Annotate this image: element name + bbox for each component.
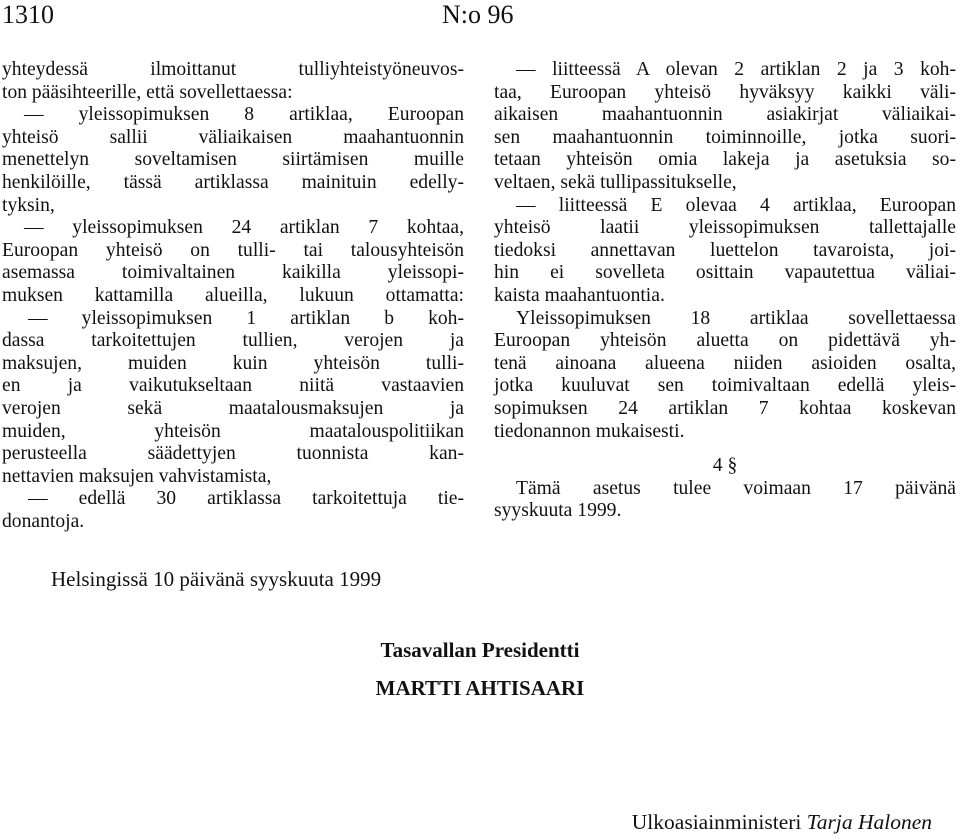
minister-role: Ulkoasiainministeri [631,810,802,834]
text-line: muksen kattamilla alueilla, lukuun ottamatta: [2,284,464,306]
left-column [2,59,464,533]
text-line: — yleissopimuksen 8 artiklaa, Euroopan [24,104,464,126]
text-line: tiedonannon mukaisesti. [494,420,685,442]
text-line: hin ei sovelleta osittain vapautettua väliai- [494,262,956,284]
text-line: tetaan yhteisön omia lakeja ja asetuksia so- [494,149,956,171]
text-line: jotka kuuluvat sen toimivaltaan edellä yleis- [494,375,956,397]
text-line: maksujen, muiden kuin yhteisön tulli- [2,352,464,374]
place-and-date: Helsingissä 10 päivänä syyskuuta 1999 [51,567,382,591]
text-line: syyskuuta 1999. [494,500,622,522]
text-line: nettavien maksujen vahvistamista, [2,465,272,487]
text-line: henkilöille, tässä artiklassa mainituin edelly- [2,171,464,193]
text-line: menettelyn soveltamisen siirtämisen muille [2,149,464,171]
text-line: donantoja. [2,510,85,532]
text-line: dassa tarkoitettujen tullien, verojen ja [2,330,464,352]
text-line: Yleissopimuksen 18 artiklaa sovellettaessa [516,307,956,329]
text-line: — yleissopimuksen 24 artiklan 7 kohtaa, [24,217,464,239]
text-line: perusteella säädettyjen tuonnista kan- [2,443,464,465]
text-line: taa, Euroopan yhteisö hyväksyy kaikki väli- [494,81,956,103]
text-line: aikaisen maahantuonnin asiakirjat väliaikai- [494,104,956,126]
text-line: — liitteessä A olevan 2 artiklan 2 ja 3 koh- [516,59,956,80]
text-line: tiedoksi annettavan luettelon tavaroista, joi- [494,239,956,261]
text-line: yhteisö sallii väliaikaisen maahantuonnin [2,126,464,148]
text-line: en ja vaikutukseltaan niitä vastaavien [2,375,464,397]
president-name: MARTTI AHTISAARI [375,676,585,700]
section-heading: 4 § [712,455,738,477]
text-line: sopimuksen 24 artiklan 7 kohtaa koskevan [494,397,956,419]
page-number: 1310 [2,0,54,29]
text-line: ton pääsihteerille, että sovellettaessa: [2,81,293,103]
text-line: sen maahantuonnin toiminnoille, jotka suori- [494,126,956,148]
president-title: Tasavallan Presidentti [380,638,580,662]
text-line: Euroopan yhteisön aluetta on pidettävä yh- [494,330,956,352]
minister-name: Tarja Halonen [806,810,932,834]
text-line: — yleissopimuksen 1 artiklan b koh- [28,307,464,329]
right-column [494,59,956,523]
text-line: yhteydessä ilmoittanut tulliyhteistyöneuvos- [2,59,464,80]
text-line: kaista maahantuontia. [494,284,665,306]
issue-number: N:o 96 [442,0,514,29]
text-line: tyksin, [2,194,55,216]
text-line: tenä ainoana alueena niiden asioiden osalta, [494,352,956,374]
text-line: muiden, yhteisön maatalouspolitiikan [2,420,464,442]
text-line: Tämä asetus tulee voimaan 17 päivänä [516,477,956,499]
text-line: — liitteessä E olevaa 4 artiklaa, Euroopan [516,194,956,216]
text-line: Euroopan yhteisö on tulli- tai talousyhteisön [2,239,464,261]
text-line: veltaen, sekä tullipassitukselle, [494,171,737,193]
text-line: — edellä 30 artiklassa tarkoitettuja tie- [28,488,464,510]
text-line: asemassa toimivaltainen kaikilla yleissopi- [2,262,464,284]
text-line: yhteisö laatii yleissopimuksen tallettajalle [494,217,956,239]
minister-signature [632,809,932,835]
text-line: verojen sekä maatalousmaksujen ja [2,397,464,419]
